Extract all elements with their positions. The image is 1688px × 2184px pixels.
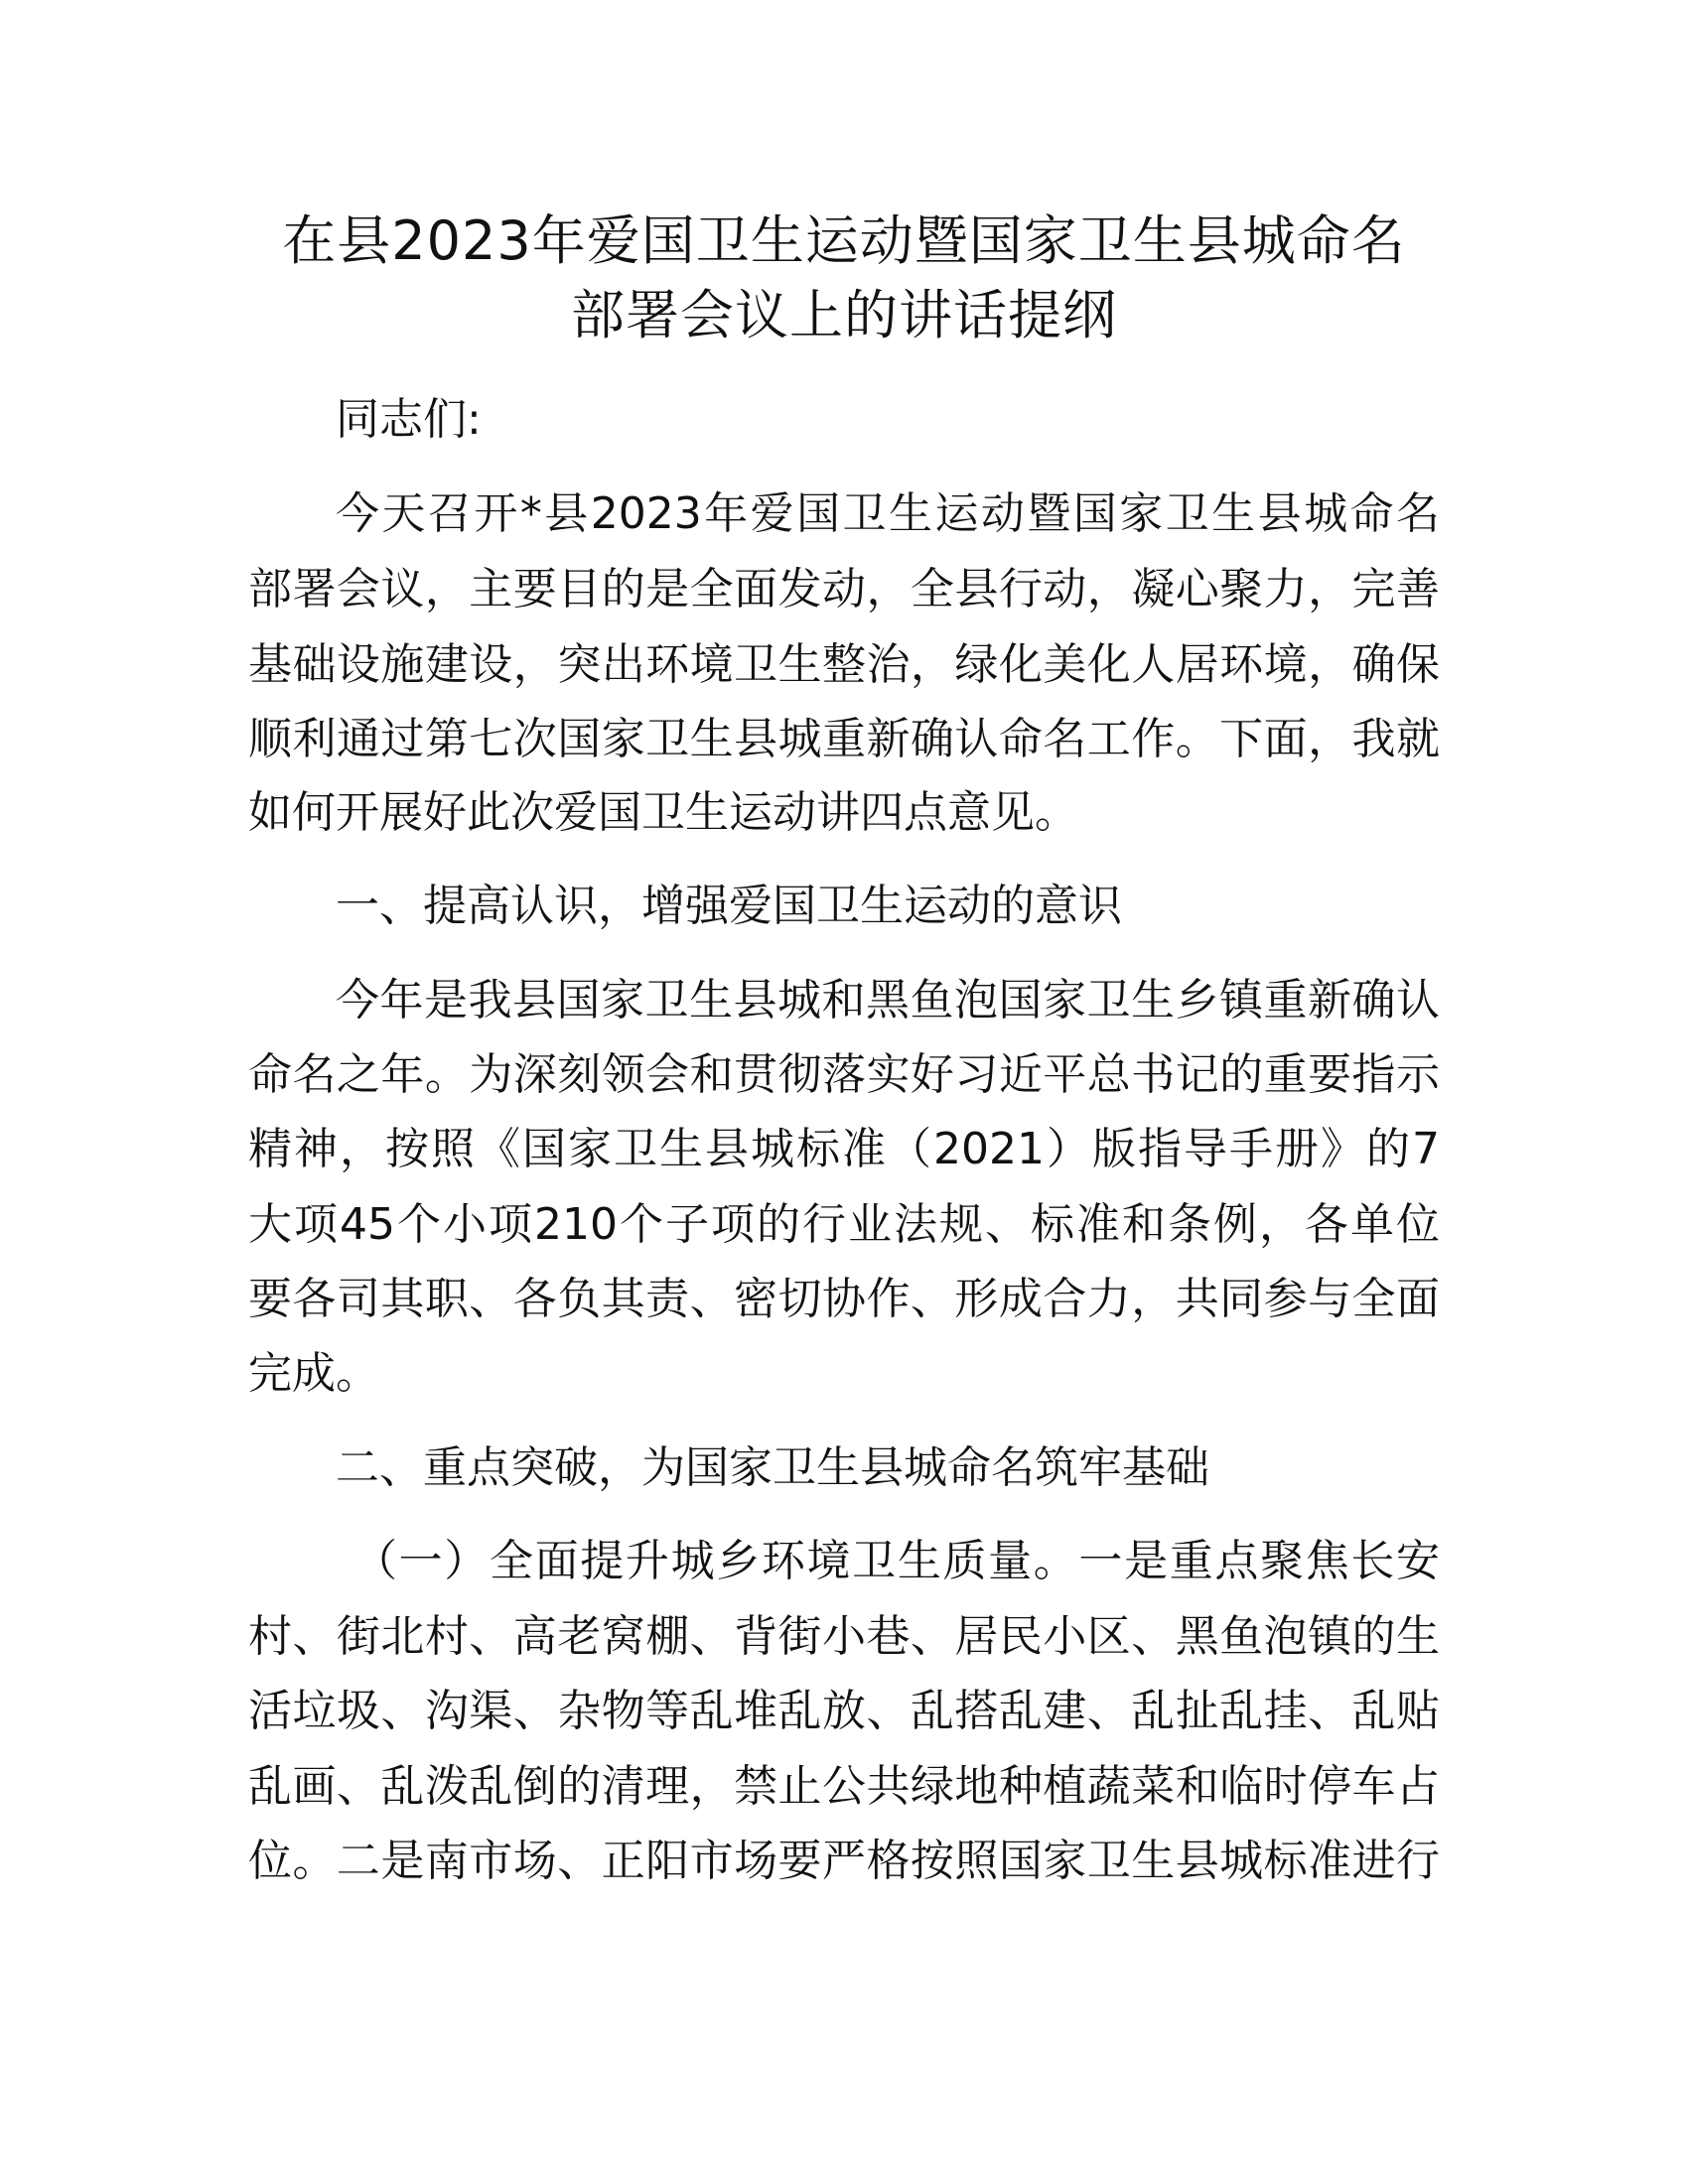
paragraph-line: 位。二是南市场、正阳市场要严格按照国家卫生县城标准进行 [248, 1836, 1440, 1886]
paragraph-line: 今天召开*县2023年爱国卫生运动暨国家卫生县城命名 [336, 488, 1440, 539]
paragraph-line: 要各司其职、各负其责、密切协作、形成合力，共同参与全面 [248, 1274, 1440, 1324]
paragraph-line: 活垃圾、沟渠、杂物等乱堆乱放、乱搭乱建、乱扯乱挂、乱贴 [248, 1686, 1440, 1736]
section-heading: 一、提高认识，增强爱国卫生运动的意识 [336, 881, 1122, 931]
paragraph-line: 基础设施建设，突出环境卫生整治，绿化美化人居环境，确保 [248, 639, 1440, 690]
paragraph-line: 完成。 [248, 1348, 379, 1399]
document-title-line-2: 部署会议上的讲话提纲 [571, 284, 1117, 346]
section-heading: 二、重点突破，为国家卫生县城命名筑牢基础 [336, 1442, 1209, 1493]
paragraph-line: 顺利通过第七次国家卫生县城重新确认命名工作。下面，我就 [248, 714, 1440, 764]
greeting: 同志们: [336, 394, 482, 445]
paragraph-line: 精神，按照《国家卫生县城标准（2021）版指导手册》的7 [248, 1124, 1440, 1174]
paragraph-line: 今年是我县国家卫生县城和黑鱼泡国家卫生乡镇重新确认 [336, 975, 1440, 1025]
paragraph-line: （一）全面提升城乡环境卫生质量。一是重点聚焦长安 [353, 1536, 1440, 1586]
paragraph-line: 村、街北村、高老窝棚、背街小巷、居民小区、黑鱼泡镇的生 [248, 1611, 1440, 1662]
paragraph-line: 如何开展好此次爱国卫生运动讲四点意见。 [248, 787, 1078, 838]
paragraph-line: 部署会议，主要目的是全面发动，全县行动，凝心聚力，完善 [248, 564, 1440, 614]
document-title-line-1: 在县2023年爱国卫生运动暨国家卫生县城命名 [282, 209, 1406, 272]
paragraph-line: 命名之年。为深刻领会和贯彻落实好习近平总书记的重要指示 [248, 1049, 1440, 1100]
paragraph-line: 大项45个小项210个子项的行业法规、标准和条例，各单位 [248, 1199, 1440, 1250]
paragraph-line: 乱画、乱泼乱倒的清理，禁止公共绿地种植蔬菜和临时停车占 [248, 1761, 1440, 1812]
